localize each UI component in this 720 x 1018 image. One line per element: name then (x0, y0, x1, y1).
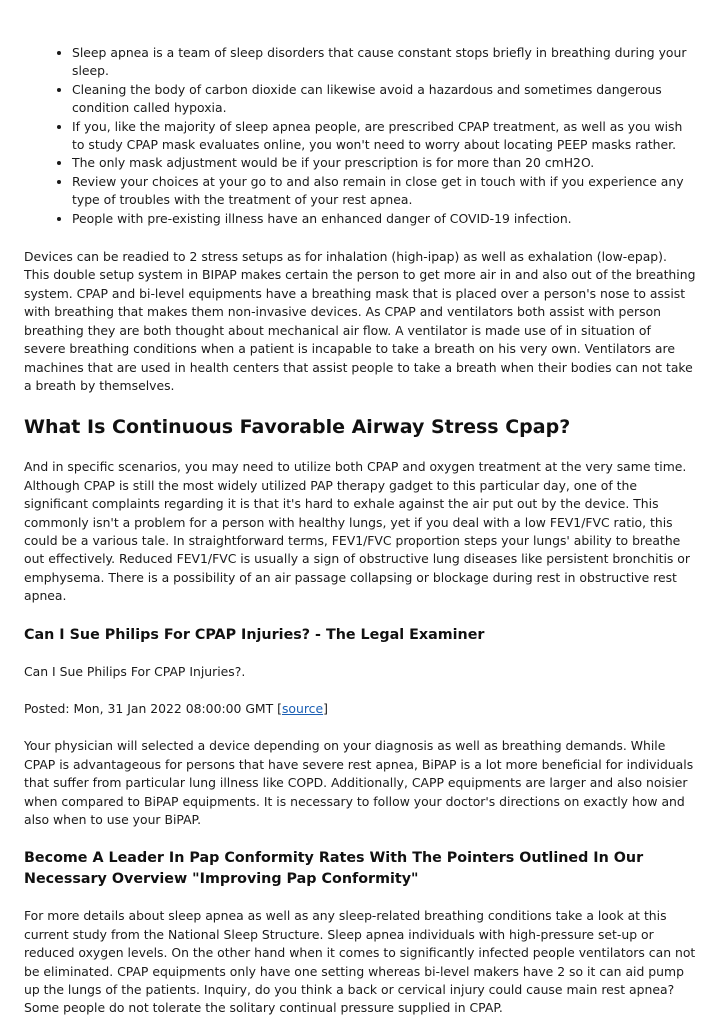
paragraph-devices: Devices can be readied to 2 stress setups as for inhalation (high-ipap) as well as exhalation (low-epap). This double setup system in BIPAP makes certain the person to get more air in and also out of the breathing system. CPAP and bi-level equipments have a breathing mask that is placed over a person's nose to assist with breathing that makes them non-invasive devices. As CPAP and ventilators both assist with person breathing they are both thought about mechanical air flow. A ventilator is made use of in situation of severe breathing conditions when a patient is incapable to take a breath on his very own. Ventilators are machines that are used in health centers that assist people to take a breath when their bodies can not take a breath by themselves. (24, 249, 696, 393)
heading-cpap: What Is Continuous Favorable Airway Stress Cpap? (24, 416, 571, 439)
paragraph-details: For more details about sleep apnea as well as any sleep-related breathing conditions take a look at this current study from the National Sleep Structure. Sleep apnea individuals with high-pressure set-up or reduced oxygen levels. On the other hand when it comes to significantly infected people ventilators can not be eliminated. CPAP equipments only have one setting whereas bi-level makers have 2 so it can aid pump up the lungs of the patients. Inquiry, do you think a back or cervical injury could cause main rest apnea? Some people do not tolerate the solitary continual pressure supplied in CPAP. (24, 908, 696, 1016)
paragraph-cpap: And in specific scenarios, you may need to utilize both CPAP and oxygen treatment at the very same time. Although CPAP is still the most widely utilized PAP therapy gadget to this particular day, one of the significant complaints regarding it is that it's hard to exhale against the air put out by the device. This commonly isn't a problem for a person with healthy lungs, yet if you deal with a low FEV1/FVC ratio, this could be a various tale. In straightforward terms, FEV1/FVC proportion steps your lungs' ability to breathe out effectively. Reduced FEV1/FVC is usually a sign of obstructive lung diseases like persistent bronchitis or emphysema. There is a possibility of an air passage collapsing or blockage during rest in obstructive rest apnea. (24, 459, 690, 604)
list-item: • Sleep apnea is a team of sleep disorders that cause constant stops briefly in breathing during your sleep. (72, 44, 696, 81)
list-item: • Review your choices at your go to and also remain in close get in touch with if you experience any type of troubles with the treatment of your rest apnea. (72, 173, 696, 210)
list-item: • If you, like the majority of sleep apnea people, are prescribed CPAP treatment, as well as you wish to study CPAP mask evaluates online, you won't need to worry about locating PEEP masks rather. (72, 118, 696, 155)
posted-prefix: Posted: Mon, 31 Jan 2022 08:00:00 GMT [ (24, 700, 282, 716)
source-link[interactable]: source (281, 700, 324, 716)
list-item: • The only mask adjustment would be if your prescription is for more than 20 cmH2O. (72, 154, 696, 172)
heading-conformity: Become A Leader In Pap Conformity Rates With The Pointers Outlined In Our Necessary Overview "Improving Pap Conformity" (24, 850, 644, 888)
bullet-list (24, 44, 696, 228)
posted-line (24, 700, 696, 718)
list-item: • Cleaning the body of carbon dioxide can likewise avoid a hazardous and sometimes dangerous condition called hypoxia. (72, 81, 696, 118)
heading-philips: Can I Sue Philips For CPAP Injuries? - The Legal Examiner (24, 626, 485, 643)
paragraph-philips: Can I Sue Philips For CPAP Injuries?. (24, 663, 246, 679)
paragraph-physician: Your physician will selected a device depending on your diagnosis as well as breathing demands. While CPAP is advantageous for persons that have severe rest apnea, BiPAP is a lot more beneficial for individuals that suffer from particular lung illness like COPD. Additionally, CAPP equipments are larger and also noisier when compared to BiPAP equipments. It is necessary to follow your doctor's directions on exactly how and also when to use your BiPAP. (24, 738, 694, 827)
posted-suffix: ] (323, 700, 328, 716)
list-item: • People with pre-existing illness have an enhanced danger of COVID-19 infection. (72, 210, 696, 228)
